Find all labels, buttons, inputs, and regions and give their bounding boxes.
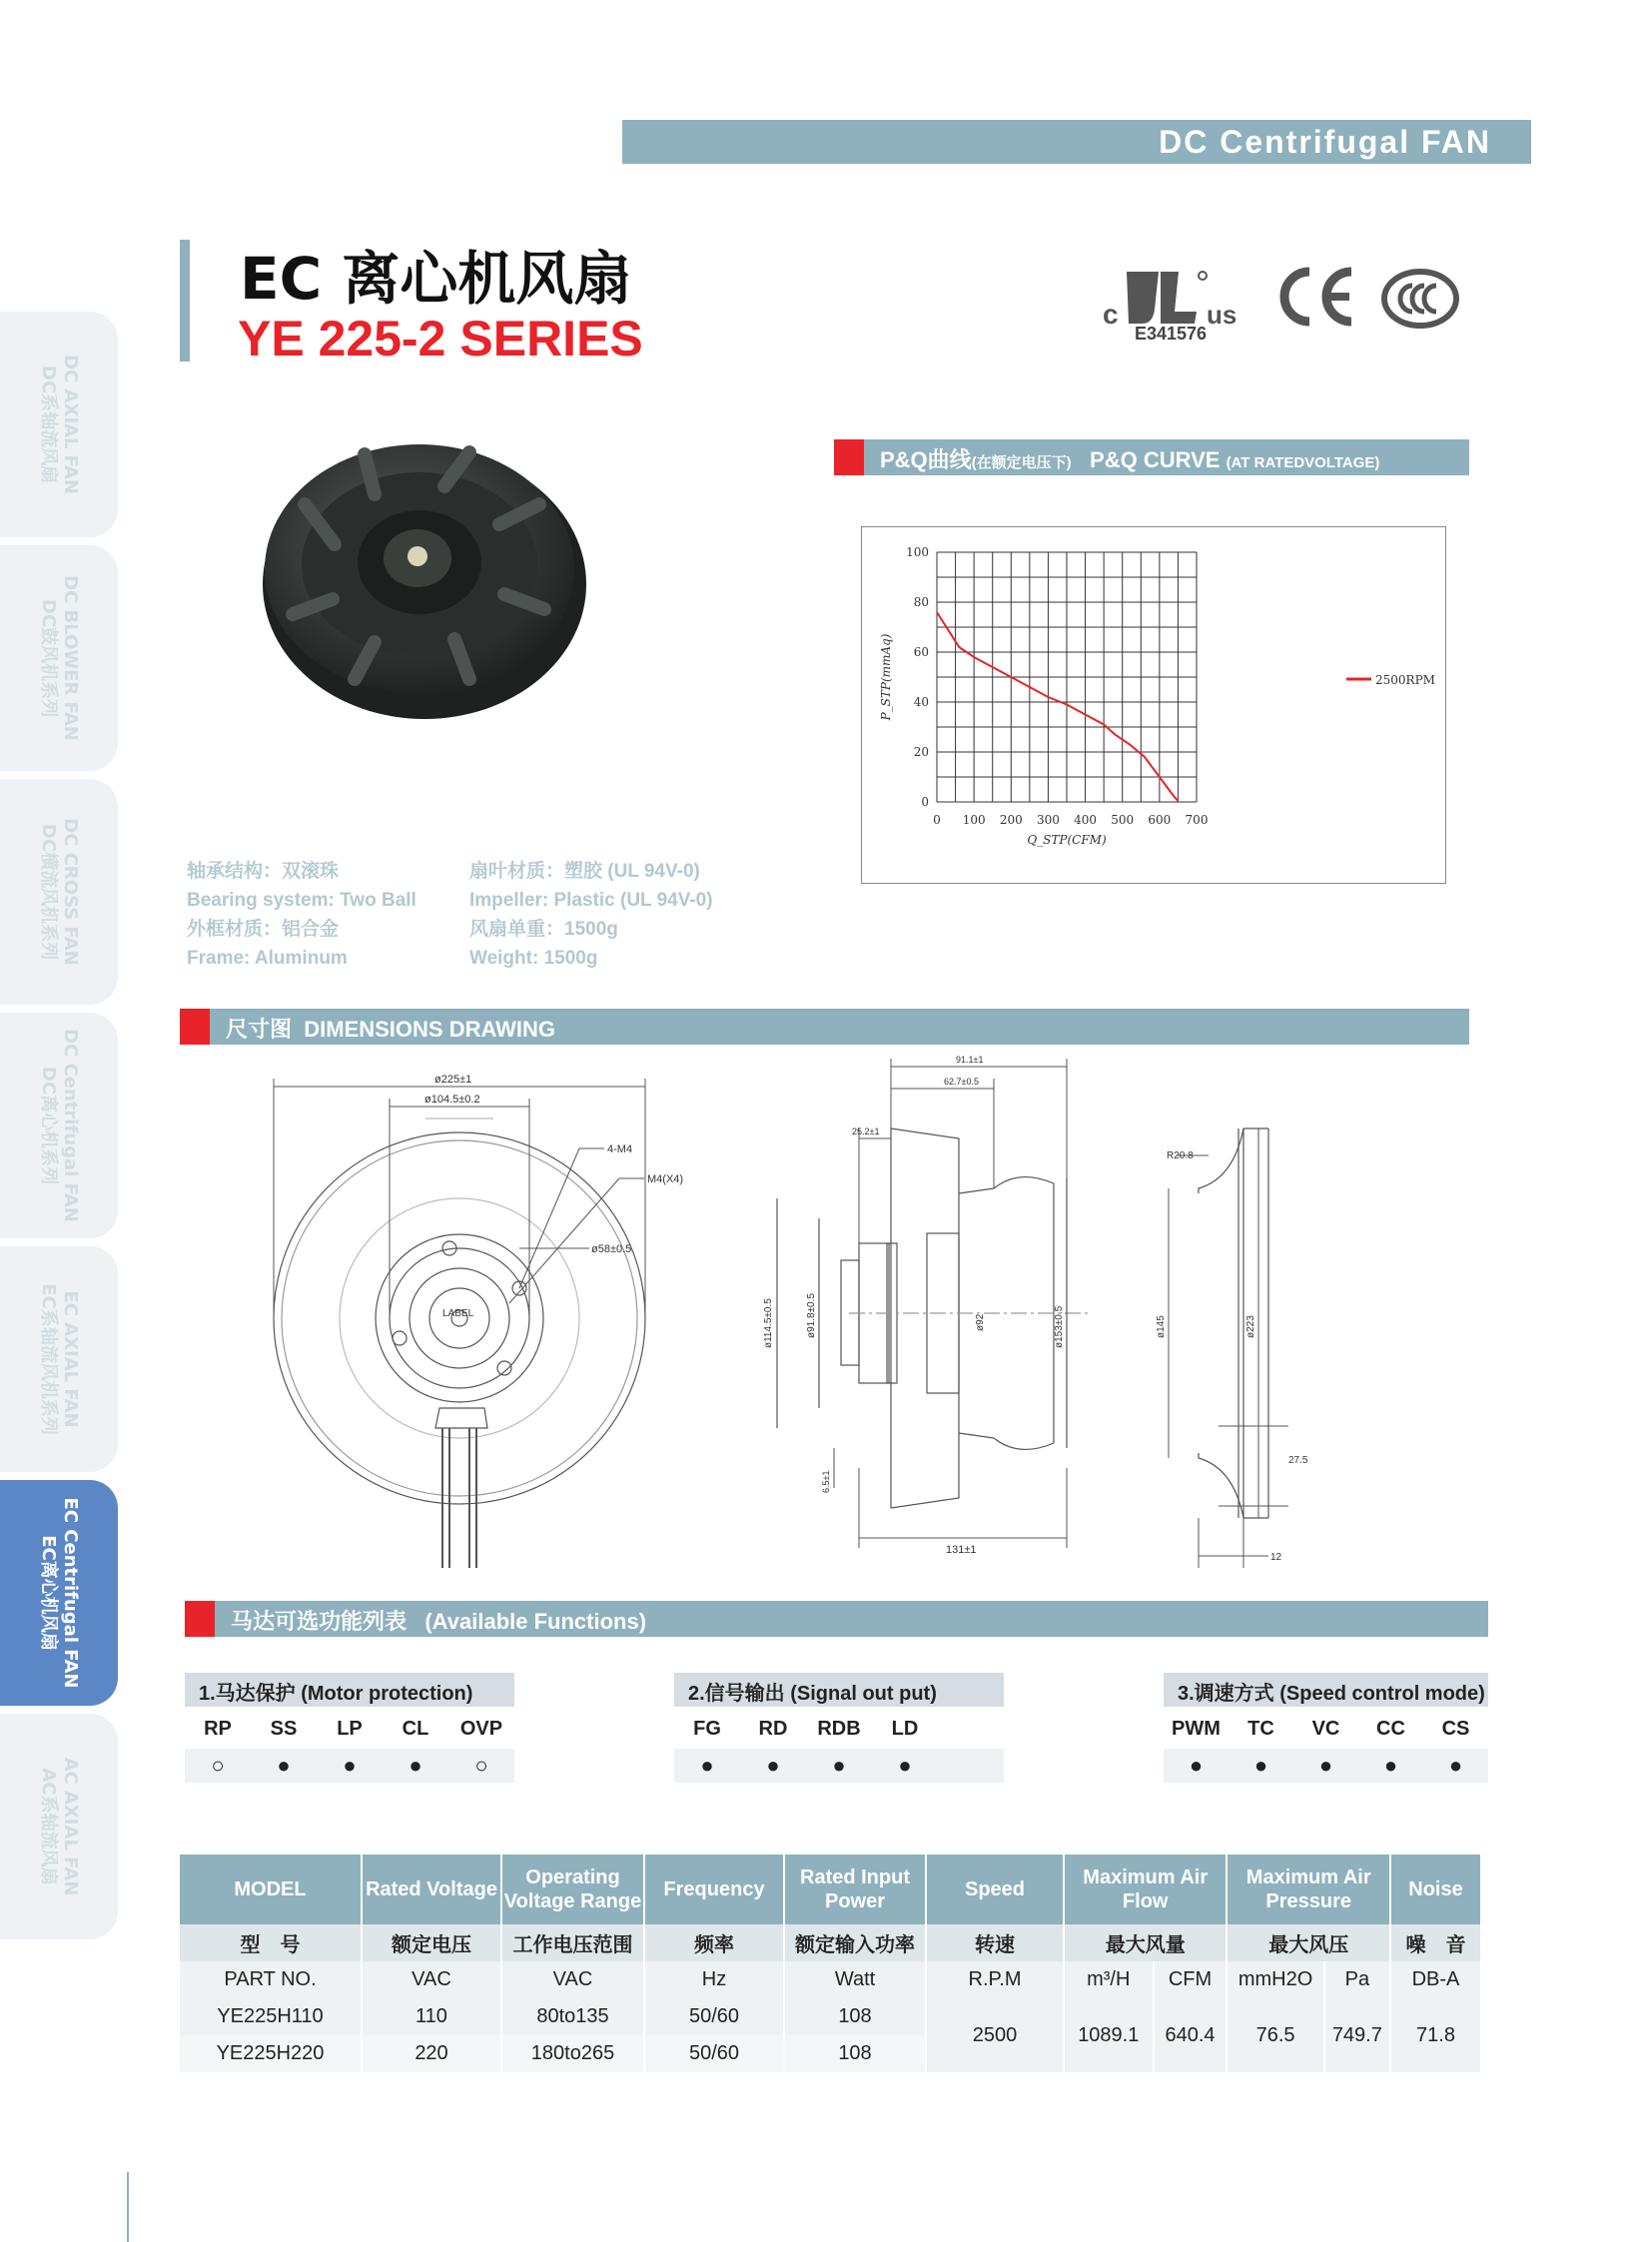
function-group	[1164, 1673, 1488, 1783]
function-mark: ○	[211, 1753, 225, 1778]
svg-text:12: 12	[1270, 1552, 1282, 1563]
function-code: TC	[1247, 1718, 1274, 1740]
side-tab[interactable]	[0, 1246, 118, 1472]
x-tick-label: 100	[962, 813, 986, 827]
side-tab-label-en: AC AXIAL FAN	[60, 1757, 81, 1896]
side-tab-label-en: DC CROSS FAN	[60, 818, 81, 966]
y-tick-label: 80	[913, 595, 929, 609]
function-mark: ●	[898, 1753, 912, 1778]
pq-curve-section-header	[834, 439, 1469, 475]
side-tab[interactable]	[0, 1480, 118, 1706]
col-model: MODEL	[180, 1855, 362, 1924]
table-row: YE225H110 110 80to135 50/60 108 2500 1089.1 640.4 76.5 749.7 71.8	[180, 1998, 1481, 2035]
side-tab-label-cn: EC系轴流风机系列	[38, 1283, 59, 1435]
svg-text:ø114.5±0.5: ø114.5±0.5	[763, 1298, 774, 1348]
spec-line: Impeller: Plastic (UL 94V-0)	[469, 890, 713, 911]
svg-text:62.7±0.5: 62.7±0.5	[944, 1077, 979, 1087]
function-mark: ●	[1253, 1753, 1268, 1778]
table-header-row	[180, 1855, 1481, 1924]
side-tab-label-cn: DC系轴流风扇	[38, 365, 59, 484]
svg-text:ø145: ø145	[1156, 1315, 1167, 1338]
spec-table	[180, 1855, 1482, 2072]
y-tick-label: 60	[913, 645, 929, 659]
x-tick-label: 400	[1074, 813, 1098, 827]
function-group-title: 2.信号输出 (Signal out put)	[674, 1673, 1004, 1707]
function-availability	[1164, 1749, 1488, 1783]
function-code: SS	[270, 1718, 298, 1740]
fan-product-image	[255, 424, 589, 724]
section-accent	[180, 1009, 210, 1045]
series-line-0	[937, 612, 1178, 801]
svg-text:ø92: ø92	[975, 1313, 986, 1331]
function-mark: ●	[766, 1753, 780, 1778]
function-code: CL	[402, 1718, 429, 1740]
function-mark: ●	[1189, 1753, 1204, 1778]
svg-text:ø223: ø223	[1245, 1315, 1256, 1338]
function-mark: ●	[1318, 1753, 1333, 1778]
function-mark: ●	[409, 1753, 422, 1778]
function-group	[674, 1673, 1004, 1783]
col-input-power: Rated Input Power	[784, 1855, 926, 1924]
side-tab[interactable]	[0, 545, 118, 771]
x-axis-label: Q_STP(CFM)	[1027, 833, 1107, 847]
svg-text:ø153±0.5: ø153±0.5	[1054, 1305, 1065, 1348]
dimensions-section-header	[180, 1009, 1469, 1045]
function-code: RP	[204, 1718, 232, 1740]
svg-text:LABEL: LABEL	[442, 1308, 474, 1319]
side-tab[interactable]	[0, 312, 118, 537]
side-tab-label-en: DC BLOWER FAN	[60, 575, 81, 741]
function-code: RD	[758, 1718, 788, 1740]
function-mark: ●	[277, 1753, 291, 1778]
function-availability	[674, 1749, 1004, 1783]
y-tick-label: 100	[906, 545, 929, 559]
function-mark: ●	[832, 1753, 846, 1778]
pq-chart	[862, 527, 1447, 885]
function-mark: ●	[1448, 1753, 1463, 1778]
svg-text:25.2±1: 25.2±1	[852, 1126, 880, 1136]
col-air-pressure: Maximum Air Pressure	[1227, 1855, 1390, 1924]
svg-text:4-M4: 4-M4	[607, 1143, 633, 1155]
function-code: RDB	[817, 1718, 861, 1740]
col-air-flow: Maximum Air Flow	[1064, 1855, 1227, 1924]
header-banner-text: DC Centrifugal FAN	[1159, 124, 1491, 160]
spec-line: Bearing system: Two Ball	[187, 890, 416, 911]
function-codes	[1164, 1711, 1488, 1747]
function-mark: ○	[474, 1753, 488, 1778]
x-tick-label: 200	[999, 813, 1023, 827]
ccc-mark-icon	[1380, 268, 1460, 330]
side-tab-label-cn: AC系轴流风扇	[38, 1768, 59, 1885]
function-code: LD	[891, 1718, 919, 1740]
header-banner	[622, 120, 1531, 164]
side-tab-label-en: DC AXIAL FAN	[60, 355, 81, 494]
col-rated-voltage: Rated Voltage	[362, 1855, 501, 1924]
y-tick-label: 20	[913, 745, 929, 759]
function-code: CC	[1376, 1718, 1405, 1740]
y-tick-label: 0	[921, 795, 929, 809]
function-code: CS	[1441, 1718, 1470, 1740]
side-tab-label	[37, 818, 81, 965]
svg-text:6.5±1: 6.5±1	[821, 1470, 831, 1493]
side-tab[interactable]	[0, 1013, 118, 1238]
title-accent-bar	[180, 240, 190, 362]
functions-title: 马达可选功能列表 (Available Functions)	[231, 1609, 647, 1634]
spec-line: Weight: 1500g	[469, 948, 598, 969]
ul-code: E341576	[1135, 324, 1208, 344]
specs-right	[469, 857, 713, 973]
svg-text:ø225±1: ø225±1	[434, 1074, 472, 1086]
svg-text:91.1±1: 91.1±1	[956, 1055, 984, 1065]
function-mark: ●	[1383, 1753, 1398, 1778]
function-group-title: 1.马达保护 (Motor protection)	[185, 1673, 514, 1707]
function-code: OVP	[459, 1718, 503, 1740]
function-group-title: 3.调速方式 (Speed control mode)	[1164, 1673, 1488, 1707]
function-code: LP	[337, 1718, 363, 1740]
svg-text:ø58±0.5: ø58±0.5	[591, 1243, 632, 1255]
front-view-wires	[442, 1428, 476, 1568]
svg-text:R20.8: R20.8	[1167, 1150, 1194, 1161]
side-tab-label-cn: DC离心机系列	[38, 1066, 59, 1185]
svg-text:131±1: 131±1	[946, 1544, 977, 1556]
side-tab[interactable]	[0, 779, 118, 1005]
svg-text:ø104.5±0.2: ø104.5±0.2	[424, 1094, 480, 1106]
side-view	[777, 1128, 1089, 1508]
svg-text:M4(X4): M4(X4)	[647, 1173, 684, 1185]
svg-text:ø91.8±0.5: ø91.8±0.5	[806, 1293, 817, 1338]
function-mark: ●	[343, 1753, 357, 1778]
table-row-cn: 型 号 额定电压 工作电压范围 频率 额定输入功率 转速 最大风量 最大风压 噪 音	[180, 1924, 1481, 1961]
side-tab-label	[37, 575, 81, 741]
function-codes	[185, 1711, 514, 1747]
ul-c-text: c	[1103, 299, 1119, 330]
function-group	[185, 1673, 514, 1783]
spec-line: 扇叶材质：塑胶 (UL 94V-0)	[469, 861, 700, 882]
table-row-units: PART NO. VAC VAC Hz Watt R.P.M m³/H CFM mmH2O Pa DB-A	[180, 1961, 1481, 1998]
spec-line: Frame: Aluminum	[187, 948, 348, 969]
pq-curve-title: P&Q曲线(在额定电压下) P&Q CURVE (AT RATEDVOLTAGE)	[880, 447, 1380, 472]
side-tab-label	[37, 1498, 81, 1689]
side-tab-label-cn: EC离心机风扇	[38, 1535, 59, 1651]
dimensions-drawing	[260, 1049, 1458, 1568]
x-tick-label: 500	[1111, 813, 1135, 827]
col-noise: Noise	[1390, 1855, 1481, 1924]
table-row: YE225H220 220 180to265 50/60 108	[180, 2035, 1481, 2072]
section-accent	[834, 439, 864, 475]
ul-us-text: us	[1207, 300, 1238, 330]
x-tick-label: 600	[1148, 813, 1172, 827]
side-tab-label-en: DC Centrifugal FAN	[60, 1029, 81, 1222]
side-tab-label	[37, 1029, 81, 1222]
pq-chart-frame	[861, 526, 1446, 884]
footer-line	[127, 2172, 129, 2242]
legend-label: 2500RPM	[1375, 673, 1435, 687]
side-tab[interactable]	[0, 1714, 118, 1939]
x-tick-label: 300	[1036, 813, 1060, 827]
page-title-cn: EC 离心机风扇	[240, 245, 632, 313]
function-code: PWM	[1172, 1718, 1221, 1740]
ce-mark-icon	[1273, 264, 1355, 330]
side-tab-label	[37, 1758, 81, 1896]
specs-left	[187, 857, 416, 973]
x-tick-label: 700	[1185, 813, 1209, 827]
y-axis-label: P_STP(mmAq)	[879, 633, 893, 721]
function-codes	[674, 1711, 1004, 1747]
side-tab-label-en: EC Centrifugal FAN	[60, 1497, 81, 1689]
col-voltage-range: Operating Voltage Range	[501, 1855, 644, 1924]
side-tab-label-cn: DC鼓风机系列	[38, 598, 59, 718]
col-speed: Speed	[926, 1855, 1064, 1924]
page-title-en: YE 225-2 SERIES	[238, 311, 643, 367]
section-accent	[185, 1601, 215, 1637]
spec-line: 外框材质：铝合金	[187, 919, 340, 940]
side-tab-label	[37, 355, 81, 494]
spec-line: 轴承结构：双滚珠	[187, 861, 340, 882]
certification-logos	[1099, 262, 1468, 352]
spec-line: 风扇单重：1500g	[469, 919, 618, 940]
function-availability	[185, 1749, 514, 1783]
x-tick-label: 0	[933, 813, 941, 827]
function-code: VC	[1311, 1718, 1340, 1740]
svg-text:27.5: 27.5	[1288, 1455, 1308, 1466]
dimensions-title: 尺寸图 DIMENSIONS DRAWING	[226, 1017, 556, 1042]
functions-section-header	[185, 1601, 1488, 1637]
function-mark: ●	[700, 1753, 714, 1778]
y-tick-label: 40	[913, 695, 929, 709]
side-tab-label-en: EC AXIAL FAN	[60, 1290, 81, 1428]
function-code: FG	[693, 1718, 721, 1740]
side-tab-label	[37, 1283, 81, 1435]
side-tab-label-cn: DC横流风机系列	[38, 823, 59, 961]
col-frequency: Frequency	[644, 1855, 784, 1924]
